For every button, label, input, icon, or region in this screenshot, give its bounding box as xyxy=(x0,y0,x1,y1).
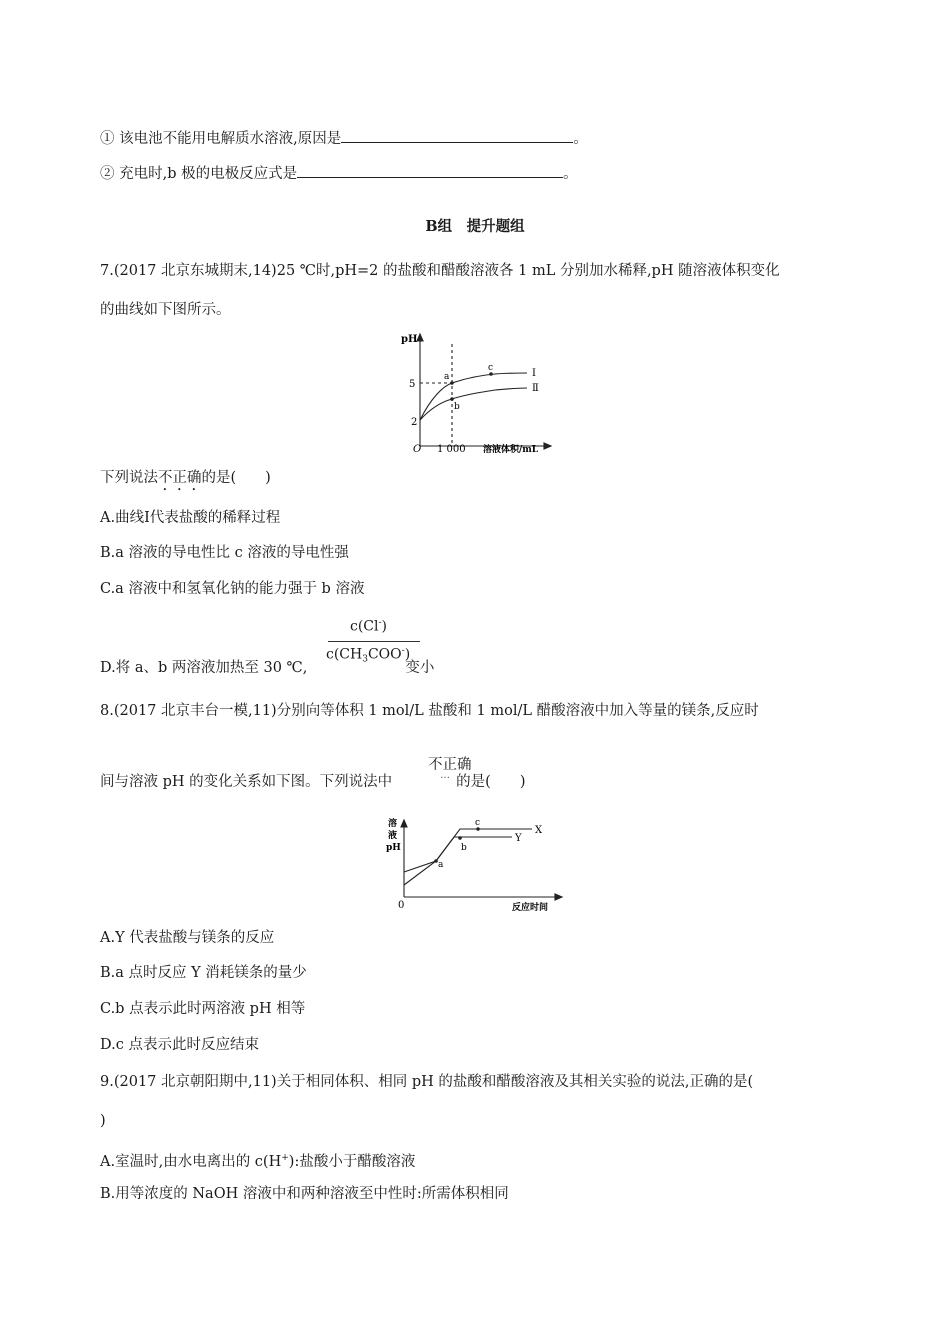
q7-curve-II xyxy=(420,388,527,420)
q8-label-c: c xyxy=(475,818,481,828)
prev-item-2-text: ② 充电时,b 极的电极反应式是 xyxy=(100,166,298,182)
prev-item-2-end: 。 xyxy=(563,166,578,182)
q9-line-1: 9.(2017 北京朝阳期中,11)关于相同体积、相同 pH 的盐酸和醋酸溶液及其相关实验的说法,正确的是( xyxy=(100,1074,754,1090)
q8-line-2-post: 的是( ) xyxy=(456,774,526,790)
q8-line-2 xyxy=(100,772,525,792)
answer-blank-1[interactable] xyxy=(341,128,573,143)
q8-curve-label-X: X xyxy=(535,825,543,836)
q7-label-c: c xyxy=(488,363,494,373)
q8-line-1: 8.(2017 北京丰台一模,11)分别向等体积 1 mol/L 盐酸和 1 mol/L 醋酸溶液中加入等量的镁条,反应时 xyxy=(100,703,759,719)
q7-fraction xyxy=(324,616,424,670)
q7-label-a: a xyxy=(444,372,450,382)
q7-stem-pre: 下列说法 xyxy=(100,470,158,486)
q9-option-a-pre: A.室温时,由水电离出的 c(H xyxy=(100,1153,282,1170)
q7-point-b xyxy=(450,397,454,401)
q8-x-arrow xyxy=(555,894,562,900)
q8-chart xyxy=(384,812,569,914)
q7-fraction-bar xyxy=(328,641,420,642)
q7-line-1: 7.(2017 北京东城期末,14)25 ℃时,pH=2 的盐酸和醋酸溶液各 1 mL 分别加水稀释,pH 随溶液体积变化 xyxy=(100,263,780,279)
q7-xtick-1000: 1 000 xyxy=(437,444,466,455)
q8-xlabel: 反应时间 xyxy=(512,903,549,913)
prev-item-1-end: 。 xyxy=(573,131,588,147)
q8-label-a: a xyxy=(438,860,444,870)
q7-curve-label-I: Ⅰ xyxy=(532,368,536,379)
q8-curve-Y xyxy=(404,837,512,872)
q7-ytick-5: 5 xyxy=(409,379,416,390)
q8-label-b: b xyxy=(461,843,467,853)
q8-ylabel-3: pH xyxy=(386,843,401,853)
q7-curve-I xyxy=(420,373,527,420)
q8-origin: 0 xyxy=(398,900,405,911)
q7-option-b[interactable]: B.a 溶液的导电性比 c 溶液的导电性强 xyxy=(100,545,349,561)
q7-stem xyxy=(100,468,271,494)
q8-line-2-pre: 间与溶液 pH 的变化关系如下图。下列说法中 xyxy=(100,774,393,790)
q7-fraction-numerator: c(Cl-) xyxy=(350,618,388,635)
q7-ytick-2: 2 xyxy=(411,417,418,428)
q7-point-a xyxy=(450,381,454,385)
q9-option-a-sup: + xyxy=(281,1153,289,1163)
q9-line-2: ) xyxy=(100,1113,106,1129)
q8-emphasis-word: 不正确 xyxy=(428,757,472,773)
q9-option-a-post: ):盐酸小于醋酸溶液 xyxy=(288,1153,416,1170)
q8-y-arrow xyxy=(401,820,407,827)
q8-option-d[interactable]: D.c 点表示此时反应结束 xyxy=(100,1037,259,1053)
prev-item-1 xyxy=(100,128,588,149)
q7-origin: O xyxy=(413,444,422,455)
q7-curve-label-II: Ⅱ xyxy=(532,383,539,394)
q8-option-b[interactable]: B.a 点时反应 Y 消耗镁条的量少 xyxy=(100,965,307,981)
q7-fraction-denominator: $c(CH_3COO^-)$ xyxy=(326,646,411,665)
q8-emphasis-dots: … xyxy=(440,770,450,781)
q7-option-d-pre: D.将 a、b 两溶液加热至 30 ℃, xyxy=(100,660,308,676)
section-title: B组 提升题组 xyxy=(425,218,525,235)
q8-ylabel-1: 溶 xyxy=(388,819,398,829)
prev-item-1-text: ① 该电池不能用电解质水溶液,原因是 xyxy=(100,131,342,147)
q8-curve-label-Y: Y xyxy=(515,833,522,844)
answer-blank-2[interactable] xyxy=(297,163,563,178)
q7-ylabel: pH xyxy=(401,334,418,345)
q8-point-b xyxy=(458,836,462,840)
q8-option-a[interactable]: A.Y 代表盐酸与镁条的反应 xyxy=(100,930,275,946)
q8-ylabel-2: 液 xyxy=(388,831,398,841)
q7-option-c[interactable]: C.a 溶液中和氢氧化钠的能力强于 b 溶液 xyxy=(100,581,365,597)
q7-xlabel: 溶液体积/mL xyxy=(483,445,539,455)
prev-item-2 xyxy=(100,163,578,184)
q7-label-b: b xyxy=(454,402,460,412)
q8-option-c[interactable]: C.b 点表示此时两溶液 pH 相等 xyxy=(100,1001,306,1017)
q7-line-2: 的曲线如下图所示。 xyxy=(100,302,231,318)
q7-y-arrow xyxy=(417,334,423,341)
q9-option-a[interactable] xyxy=(100,1148,415,1172)
q7-stem-post: 的是( ) xyxy=(201,470,271,486)
q7-stem-emphasis: 不正确 xyxy=(158,470,202,486)
q7-chart xyxy=(395,328,560,456)
q7-option-d-post: 变小 xyxy=(405,660,435,676)
q7-x-arrow xyxy=(544,443,551,449)
q7-option-a[interactable]: A.曲线Ⅰ代表盐酸的稀释过程 xyxy=(100,510,281,526)
q9-option-b[interactable]: B.用等浓度的 NaOH 溶液中和两种溶液至中性时:所需体积相同 xyxy=(100,1186,509,1202)
